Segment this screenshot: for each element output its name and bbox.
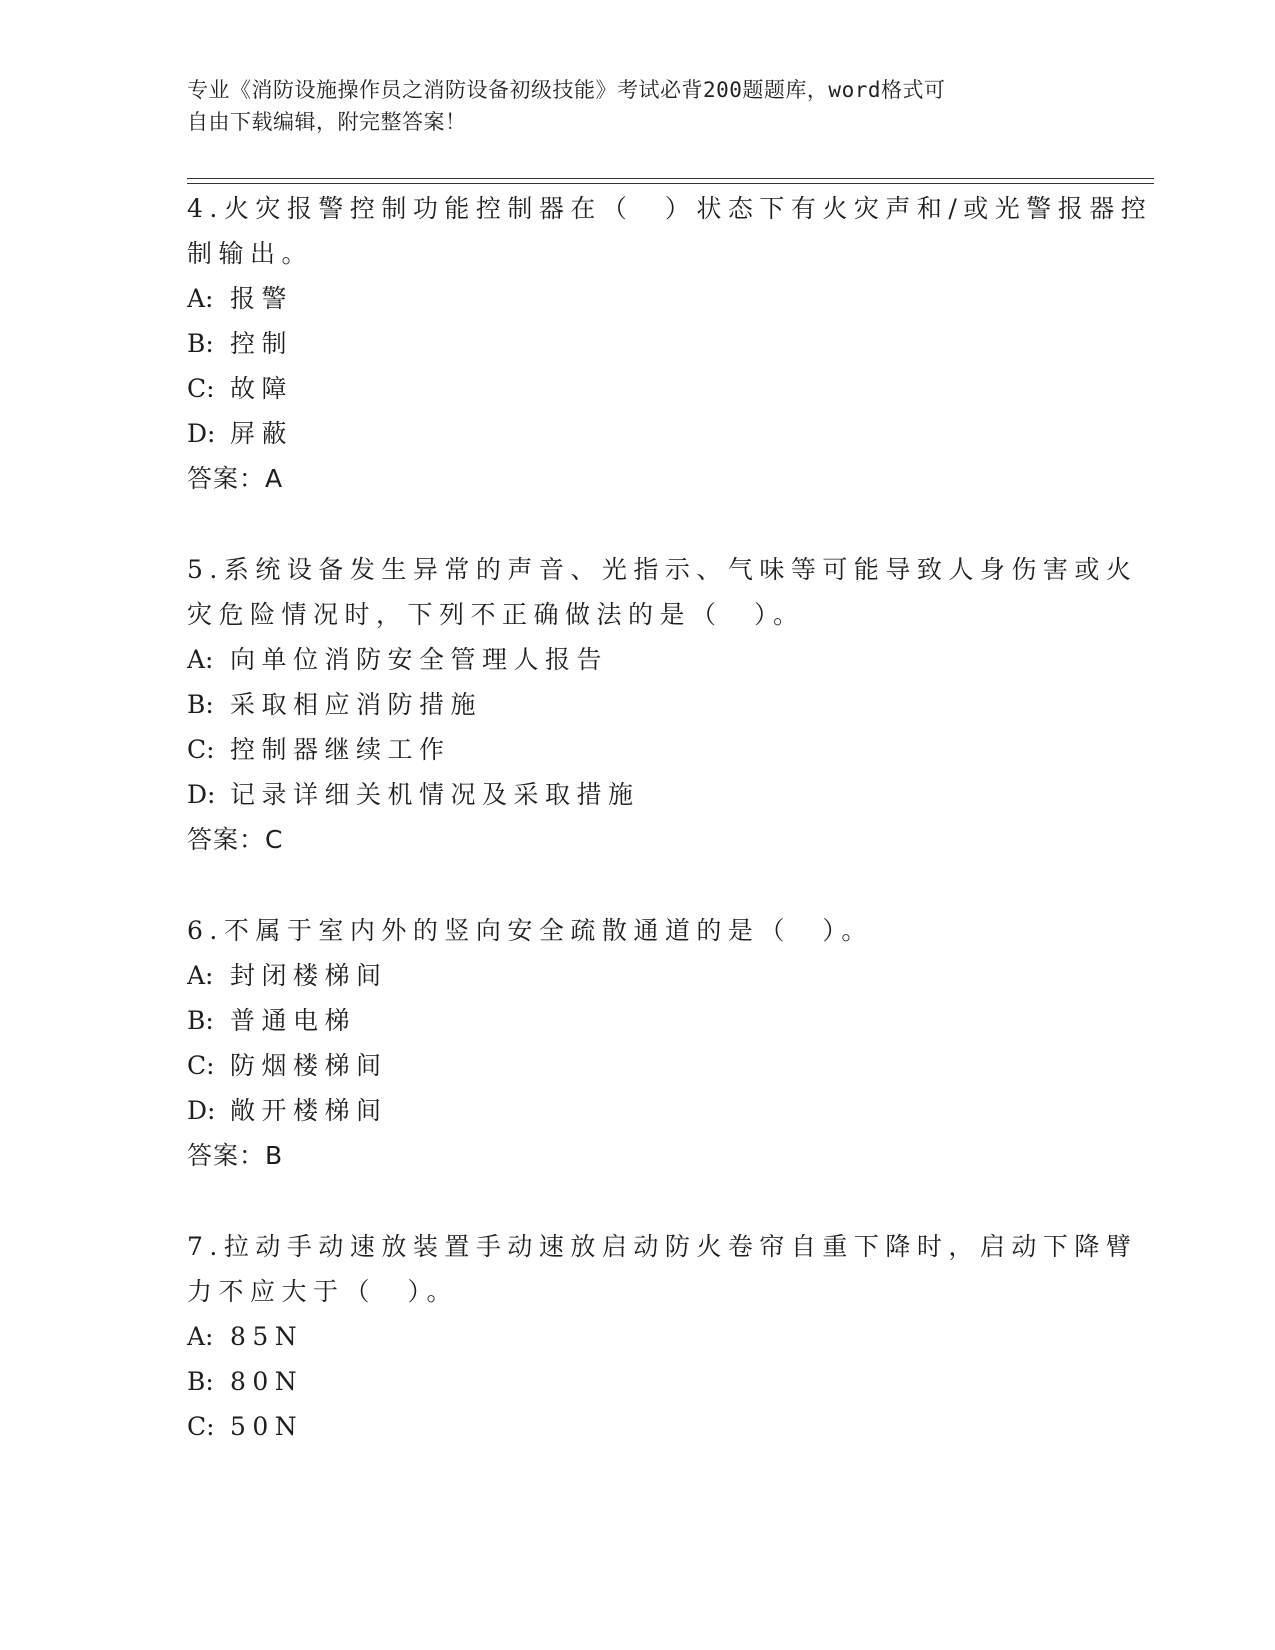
option-letter: C:	[187, 1412, 215, 1441]
answer-option	[187, 772, 1087, 817]
header-line-1: 专业《消防设施操作员之消防设备初级技能》考试必背200题题库，word格式可	[187, 78, 946, 102]
answer-option	[187, 1088, 1087, 1133]
answer-option	[187, 637, 1087, 682]
option-letter: A:	[187, 645, 214, 674]
question-list	[187, 186, 1153, 1449]
option-letter: B:	[187, 1367, 214, 1396]
answer-option	[187, 998, 1087, 1043]
option-text: 防烟楼梯间	[230, 1051, 388, 1080]
option-letter: D:	[187, 419, 216, 448]
question-stem-line: 5.系统设备发生异常的声音、光指示、气味等可能导致人身伤害或火	[187, 555, 1138, 584]
option-text: 记录详细关机情况及采取措施	[230, 780, 640, 809]
header-divider-top	[187, 178, 1154, 179]
option-letter: C:	[187, 735, 215, 764]
option-text: 故障	[230, 374, 294, 403]
question-stem-line: 7.拉动手动速放装置手动速放启动防火卷帘自重下降时，启动下降臂	[187, 1232, 1138, 1261]
answer-option	[187, 1043, 1087, 1088]
option-letter: B:	[187, 1006, 214, 1035]
question-block	[187, 908, 1087, 1178]
question-stem-line: 6.不属于室内外的竖向安全疏散通道的是（ ）。	[187, 916, 873, 945]
option-letter: D:	[187, 780, 216, 809]
option-letter: D:	[187, 1096, 216, 1125]
answer-option	[187, 411, 1087, 456]
answer-key: 答案：B	[187, 1141, 284, 1170]
answer-option	[187, 1359, 1087, 1404]
option-letter: A:	[187, 961, 214, 990]
answer-option	[187, 1314, 1087, 1359]
question-block	[187, 1224, 1138, 1449]
header-divider-bottom	[187, 183, 1154, 184]
option-letter: A:	[187, 1322, 214, 1351]
header-line-2: 自由下载编辑，附完整答案！	[187, 110, 467, 134]
question-block	[187, 547, 1138, 862]
option-letter: B:	[187, 329, 214, 358]
option-letter: C:	[187, 1051, 215, 1080]
answer-option	[187, 276, 1087, 321]
option-letter: C:	[187, 374, 215, 403]
answer-option	[187, 366, 1087, 411]
answer-option	[187, 727, 1087, 772]
option-text: 敞开楼梯间	[230, 1096, 388, 1125]
question-block	[187, 186, 1153, 501]
option-text: 控制器继续工作	[230, 735, 451, 764]
question-stem-line: 制输出。	[187, 239, 314, 268]
option-text: 控制	[230, 329, 294, 358]
option-text: 85N	[230, 1322, 304, 1351]
answer-option	[187, 953, 1087, 998]
option-text: 向单位消防安全管理人报告	[230, 645, 609, 674]
option-text: 报警	[230, 284, 294, 313]
answer-option	[187, 682, 1087, 727]
option-text: 80N	[230, 1367, 304, 1396]
answer-option	[187, 321, 1087, 366]
option-text: 封闭楼梯间	[230, 961, 388, 990]
answer-key: 答案：A	[187, 464, 284, 493]
question-stem-line: 力不应大于（ ）。	[187, 1277, 459, 1306]
question-stem-line: 4.火灾报警控制功能控制器在（ ）状态下有火灾声和/或光警报器控	[187, 194, 1153, 223]
option-letter: A:	[187, 284, 214, 313]
answer-key: 答案：C	[187, 825, 284, 854]
document-header	[187, 74, 1067, 138]
option-text: 采取相应消防措施	[230, 690, 483, 719]
question-stem-line: 灾危险情况时，下列不正确做法的是（ ）。	[187, 600, 805, 629]
option-text: 50N	[230, 1412, 304, 1441]
option-text: 普通电梯	[230, 1006, 357, 1035]
option-text: 屏蔽	[230, 419, 294, 448]
option-letter: B:	[187, 690, 214, 719]
answer-option	[187, 1404, 1087, 1449]
